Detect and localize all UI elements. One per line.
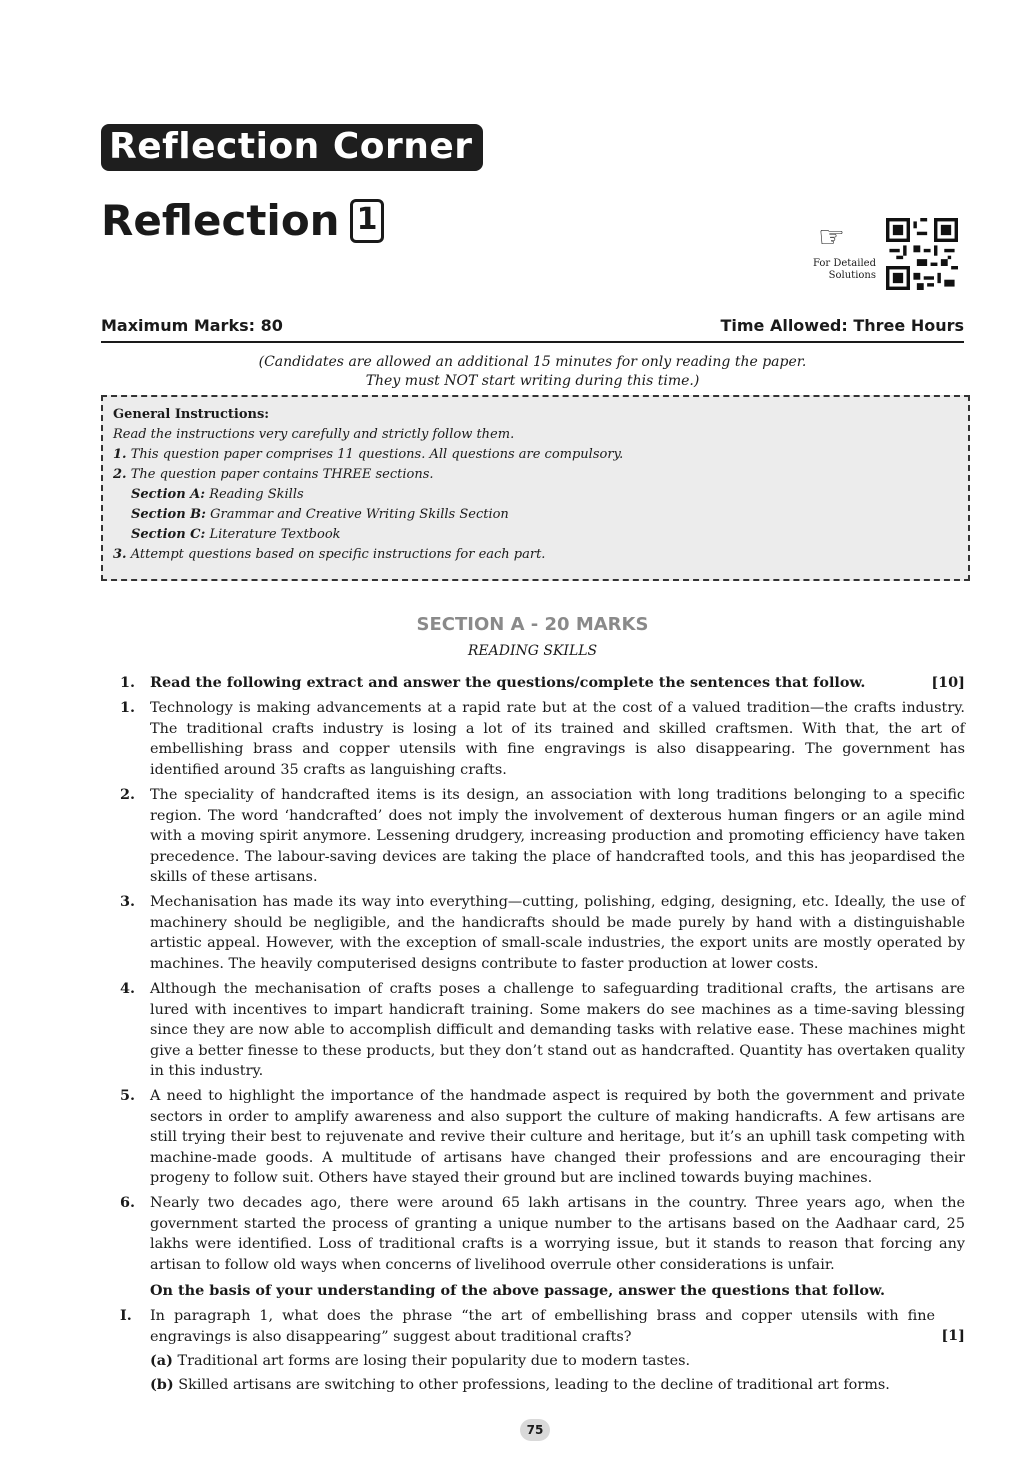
passage-paragraph <box>120 979 965 1082</box>
option-text: Traditional art forms are losing their popularity due to modern tastes. <box>177 1353 691 1369</box>
general-instructions-box <box>101 395 970 581</box>
question-text: Read the following extract and answer the questions/complete the sentences that follow. <box>150 674 866 691</box>
max-marks: Maximum Marks: 80 <box>101 316 283 335</box>
paragraph-text: Although the mechanisation of crafts poses a challenge to safeguarding traditional crafts, the artisans are lured with incentives to impart handicraft training. Some makers do see machines as a time-saving blessing since they are now able to accomplish difficult and demanding tasks with relative ease. These machines might give a better finesse to these products, but they don’t stand out as handcrafted. Quantity has overtaken quality in this industry. <box>150 981 965 1079</box>
section-line <box>113 485 968 505</box>
qr-caption-line: For Detailed <box>812 258 876 269</box>
option-label: (a) <box>150 1352 173 1369</box>
option-label: (b) <box>150 1376 174 1393</box>
paragraph-number: 1. <box>120 699 136 716</box>
paragraph-text: Technology is making advancements at a rapid rate but at the cost of a valued tradition—the crafts industry. The traditional crafts industry is losing a lot of its trained and skilled craftsmen. With that, the art of embellishing brass and copper utensils with fine engravings is also disappearing. The government has identified around 35 crafts as languishing crafts. <box>150 700 965 778</box>
paragraph-text: The speciality of handcrafted items is its design, an association with long traditions belonging to a specific region. The word ‘handcrafted’ does not imply the involvement of dexterous human fingers or an agile mind with a moving spirit anymore. Lessening drudgery, increasing production and promoting efficiency have taken precedence. The labour-saving devices are taking the place of handcrafted tools, and this has jeopardised the skills of these artisans. <box>150 787 965 885</box>
qr-block <box>806 218 958 294</box>
sub-question-marks: [1] <box>941 1327 965 1344</box>
paragraph-number: 2. <box>120 786 136 803</box>
prompt-text: On the basis of your understanding of the above passage, answer the questions that follow. <box>150 1282 885 1299</box>
item-text: Attempt questions based on specific instructions for each part. <box>130 547 546 562</box>
question-1 <box>120 673 965 694</box>
qr-code-icon[interactable] <box>886 218 958 290</box>
section-text: Reading Skills <box>209 487 304 502</box>
marks-time-row <box>101 316 964 343</box>
section-line <box>113 505 968 525</box>
reading-time-note <box>101 353 964 391</box>
sub-question-text: In paragraph 1, what does the phrase “the art of embellishing brass and copper utensils with fine engravings is also disappearing” suggest about traditional crafts? <box>150 1308 935 1345</box>
passage-paragraph <box>120 1193 965 1275</box>
paragraph-text: Nearly two decades ago, there were around 65 lakh artisans in the country. Three years ago, when the government started the process of granting a unique number to the artisans based on the Aadhaar card, 25 lakhs were identified. Loss of traditional crafts is a worrying issue, but it stands to reason that forcing any artisan to follow old ways when concerns of livelihood overrule other considerations is unfair. <box>150 1195 965 1273</box>
section-text: Literature Textbook <box>209 527 341 542</box>
item-text: The question paper contains THREE sections. <box>130 467 434 482</box>
instruction-item <box>113 465 968 485</box>
option-line <box>150 1375 965 1396</box>
paragraph-number: 4. <box>120 980 136 997</box>
section-label: Section C: <box>131 527 206 542</box>
question-marks: [10] <box>931 674 965 691</box>
passage-paragraph <box>120 1086 965 1189</box>
section-text: Grammar and Creative Writing Skills Section <box>210 507 509 522</box>
title-text: Reflection <box>101 196 340 245</box>
answer-prompt <box>120 1281 965 1302</box>
pointing-hand-icon: ☞ <box>818 220 845 255</box>
note-line: They must NOT start writing during this time.) <box>365 373 700 389</box>
instructions-heading: General Instructions: <box>113 407 270 422</box>
section-label: Section B: <box>131 507 206 522</box>
paragraph-text: A need to highlight the importance of the handmade aspect is required by both the government and private sectors in order to amplify awareness and also support the culture of making handicrafts. A few artisans are still trying their best to rejuvenate and revive their culture and heritage, but it’s an uphill task competing with machine-made goods. A multitude of artisans have changed their professions and are encouraging their progeny to follow suit. Others have stayed their ground but are inclined towards buying machines. <box>150 1088 965 1186</box>
passage-paragraph <box>120 892 965 974</box>
instruction-item <box>113 545 968 565</box>
item-num: 1. <box>113 447 127 462</box>
paragraph-number: 6. <box>120 1194 136 1211</box>
sub-question-1 <box>120 1306 965 1347</box>
option-a[interactable] <box>120 1351 965 1372</box>
passage-paragraph <box>120 785 965 888</box>
option-b[interactable] <box>120 1375 965 1396</box>
option-line <box>150 1351 965 1372</box>
section-heading: SECTION A - 20 MARKS <box>416 614 649 635</box>
section-line <box>113 525 968 545</box>
item-num: 3. <box>113 547 127 562</box>
item-num: 2. <box>113 467 127 482</box>
page-title <box>101 196 384 245</box>
note-line: (Candidates are allowed an additional 15 minutes for only reading the paper. <box>258 354 807 370</box>
paragraph-number: 3. <box>120 893 136 910</box>
instruction-item <box>113 445 968 465</box>
sub-question-number: I. <box>120 1307 132 1324</box>
reflection-number: 1 <box>350 199 385 243</box>
question-number: 1. <box>120 674 136 691</box>
paragraph-text: Mechanisation has made its way into everything—cutting, polishing, edging, designing, etc. Ideally, the use of machinery should be negligible, and the handicrafts should be made purely by hand with a distinguishable artistic appeal. However, with the exception of small-scale industries, the export units are mostly operated by machines. The heavily computerised designs contribute to faster production at lower costs. <box>150 894 965 972</box>
option-text: Skilled artisans are switching to other professions, leading to the decline of traditional art forms. <box>178 1377 890 1393</box>
time-allowed: Time Allowed: Three Hours <box>720 316 964 335</box>
qr-caption <box>806 258 876 282</box>
reflection-corner-banner: Reflection Corner <box>101 124 483 171</box>
instructions-intro: Read the instructions very carefully and strictly follow them. <box>113 427 515 442</box>
item-text: This question paper comprises 11 questions. All questions are compulsory. <box>130 447 624 462</box>
qr-caption-line: Solutions <box>828 270 876 281</box>
passage-paragraph <box>120 698 965 780</box>
paragraph-number: 5. <box>120 1087 136 1104</box>
page-number: 75 <box>520 1419 550 1441</box>
section-label: Section A: <box>131 487 206 502</box>
section-subheading: READING SKILLS <box>467 643 598 659</box>
